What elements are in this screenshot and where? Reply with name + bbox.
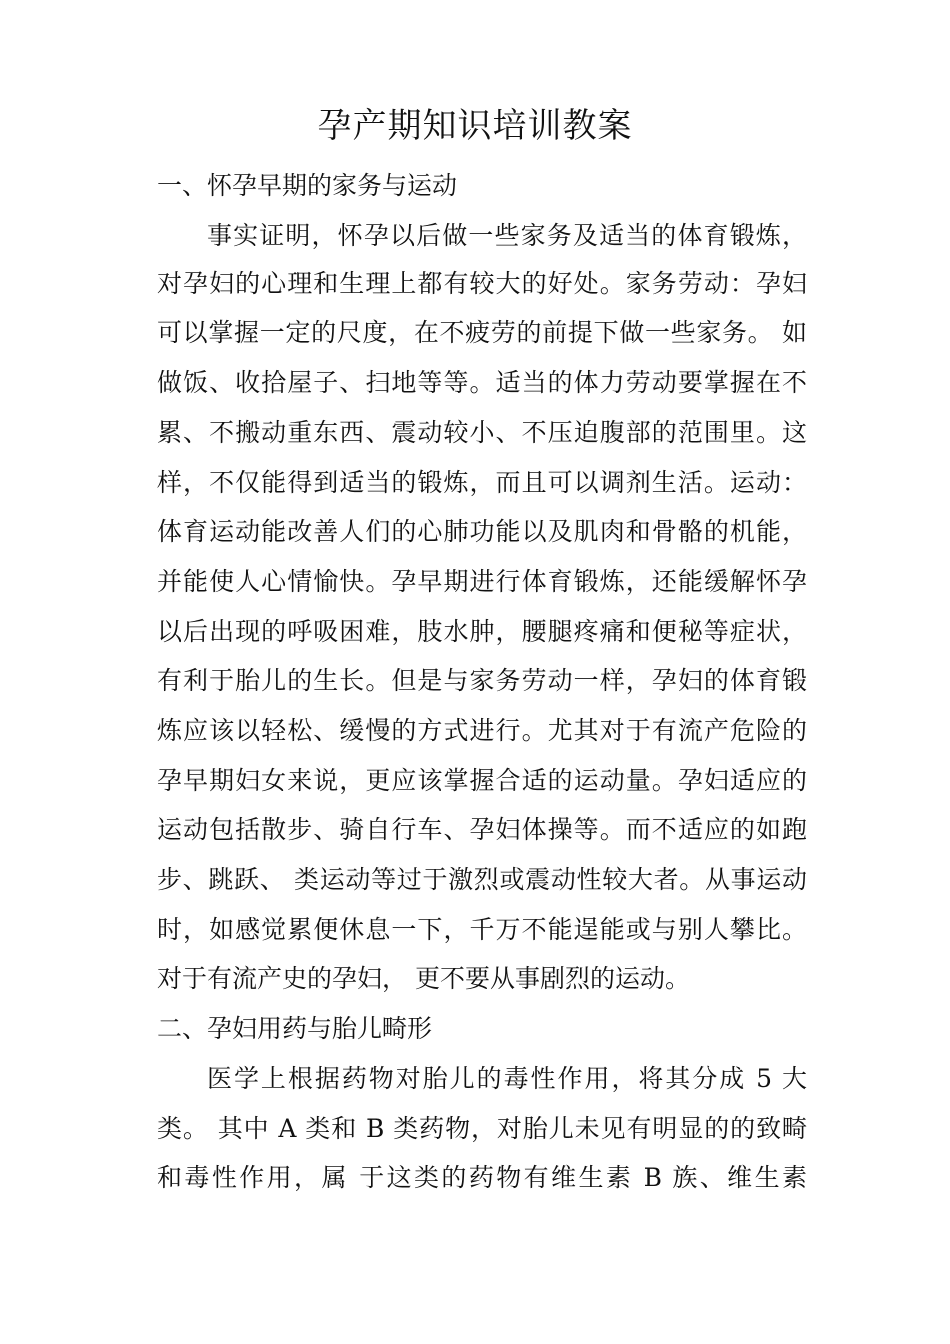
section-heading: 一、怀孕早期的家务与运动	[157, 171, 458, 200]
paragraph-line: 样，不仅能得到适当的锻炼，而且可以调剂生活。运动：	[157, 468, 807, 497]
paragraph-line: 事实证明，怀孕以后做一些家务及适当的体育锻炼，	[207, 221, 807, 250]
paragraph-line: 对孕妇的心理和生理上都有较大的好处。家务劳动：孕妇	[157, 269, 807, 298]
paragraph-line: 做饭、收拾屋子、扫地等等。适当的体力劳动要掌握在不	[157, 368, 807, 397]
paragraph-line: 有利于胎儿的生长。但是与家务劳动一样，孕妇的体育锻	[157, 666, 807, 695]
paragraph-line: 和毒性作用，属 于这类的药物有维生素 B 族、维生素	[157, 1163, 807, 1192]
paragraph-line: 并能使人心情愉快。孕早期进行体育锻炼，还能缓解怀孕	[157, 567, 807, 596]
page-title: 孕产期知识培训教案	[317, 106, 633, 146]
section-heading: 二、孕妇用药与胎儿畸形	[157, 1014, 433, 1043]
paragraph-line: 运动包括散步、骑自行车、孕妇体操等。而不适应的如跑	[157, 815, 807, 844]
paragraph-line: 孕早期妇女来说，更应该掌握合适的运动量。孕妇适应的	[157, 766, 807, 795]
paragraph-line: 体育运动能改善人们的心肺功能以及肌肉和骨骼的机能，	[157, 517, 807, 546]
paragraph-line: 可以掌握一定的尺度，在不疲劳的前提下做一些家务。 如	[157, 318, 807, 347]
paragraph-line: 炼应该以轻松、缓慢的方式进行。尤其对于有流产危险的	[157, 716, 807, 745]
paragraph-line: 时，如感觉累便休息一下，千万不能逞能或与别人攀比。	[157, 915, 807, 944]
paragraph-line: 对于有流产史的孕妇， 更不要从事剧烈的运动。	[157, 964, 690, 993]
paragraph-line: 医学上根据药物对胎儿的毒性作用，将其分成 5 大	[207, 1064, 807, 1093]
paragraph-line: 类。 其中 A 类和 B 类药物，对胎儿未见有明显的的致畸	[157, 1114, 807, 1143]
paragraph-line: 以后出现的呼吸困难，肢水肿，腰腿疼痛和便秘等症状，	[157, 617, 807, 646]
paragraph-line: 累、不搬动重东西、震动较小、不压迫腹部的范围里。这	[157, 418, 807, 447]
paragraph-line: 步、跳跃、 类运动等过于激烈或震动性较大者。从事运动	[157, 865, 807, 894]
